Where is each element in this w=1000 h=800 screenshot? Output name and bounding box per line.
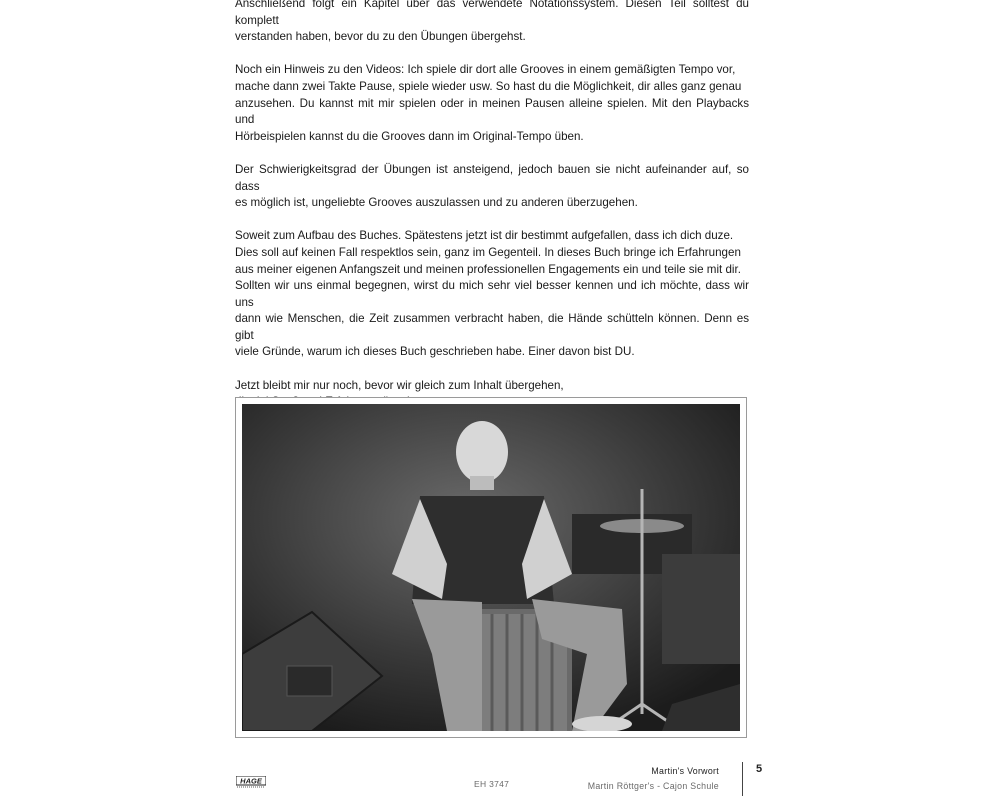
text-line: dann wie Menschen, die Zeit zusammen verbracht haben, die Hände schütteln können. Denn es gibt: [235, 312, 749, 342]
text-line: viele Gründe, warum ich dieses Buch geschrieben habe. Einer davon bist DU.: [235, 345, 635, 359]
text-line: verstanden haben, bevor du zu den Übungen übergehst.: [235, 30, 526, 44]
text-line: Hörbeispielen kannst du die Grooves dann im Original-Tempo üben.: [235, 129, 584, 143]
photo-illustration: [242, 404, 740, 731]
footer-titles: [588, 764, 719, 794]
text-line: Dies soll auf keinen Fall respektlos sein, ganz im Gegenteil. In dieses Buch bringe ich Erfahrungen: [235, 245, 741, 259]
text-line: anzusehen. Du kannst mit mir spielen oder in meinen Pausen alleine spielen. Mit den Playbacks und: [235, 96, 749, 127]
body-text: [235, 0, 749, 461]
book-title: Martin Röttger's - Cajon Schule: [587, 781, 719, 791]
text-line: Sollten wir uns einmal begegnen, wirst du mich sehr viel besser kennen und ich möchte, dass wir uns: [235, 279, 749, 309]
hage-logo-text: HAGE: [240, 776, 262, 786]
text-line: aus meiner eigenen Anfangszeit und meinen professionellen Engagements ein und teile sie mit dir.: [235, 262, 741, 276]
text-line: Anschließend folgt ein Kapitel über das verwendete Notationssystem. Diesen Teil solltest du komplett: [235, 0, 749, 27]
paragraph-notation: [235, 0, 749, 46]
chapter-title: Martin's Vorwort: [651, 766, 719, 776]
text-line: Soweit zum Aufbau des Buches. Spätestens jetzt ist dir bestimmt aufgefallen, dass ich dich duze.: [235, 229, 734, 243]
text-line: Noch ein Hinweis zu den Videos: Ich spiele dir dort alle Grooves in einem gemäßigten Tempo vor,: [235, 63, 736, 77]
cajon-player-photo: [242, 404, 740, 731]
footer-divider: [742, 762, 743, 796]
hage-logo: [236, 776, 266, 788]
photo-frame: [235, 397, 747, 738]
edition-code: EH 3747: [474, 779, 510, 789]
text-line: Jetzt bleibt mir nur noch, bevor wir gleich zum Inhalt übergehen,: [235, 378, 564, 392]
text-line: es möglich ist, ungeliebte Grooves auszulassen und zu anderen überzugehen.: [235, 196, 638, 210]
paragraph-structure: [235, 228, 749, 361]
paragraph-difficulty: [235, 162, 749, 212]
text-line: mache dann zwei Takte Pause, spiele wieder usw. So hast du die Möglichkeit, dir alles ganz genau: [235, 79, 742, 93]
page-number: 5: [756, 763, 763, 775]
paragraph-videos: [235, 62, 749, 145]
text-line: Der Schwierigkeitsgrad der Übungen ist ansteigend, jedoch bauen sie nicht aufeinander auf, so dass: [235, 162, 749, 193]
